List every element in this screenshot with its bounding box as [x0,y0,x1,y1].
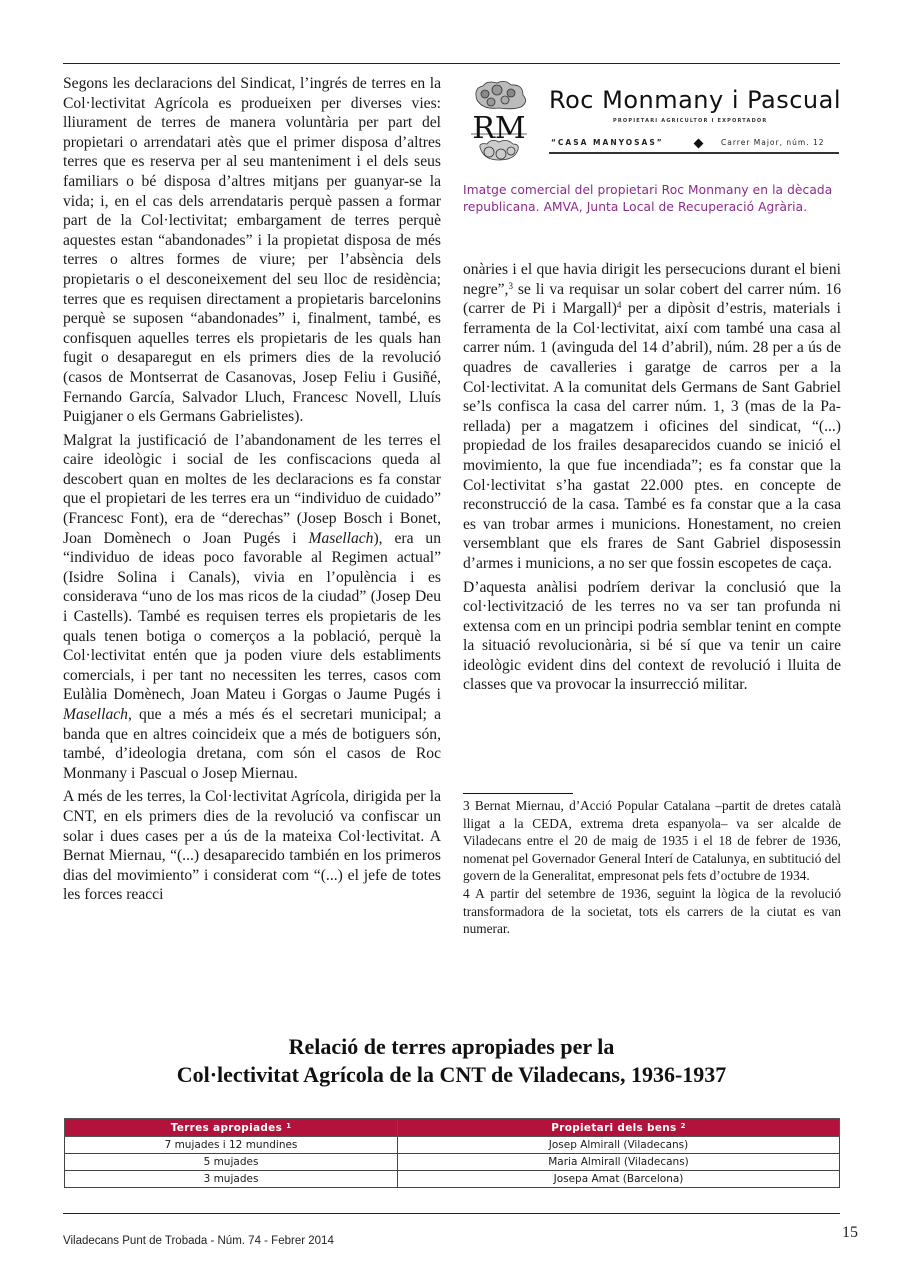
text-run: se li va requisar un solar cobert del carrer núm. 16 (carrer de Pi i Margall) [463,280,841,318]
table-cell: Maria Almirall (Viladecans) [398,1154,840,1171]
letterhead-name: Roc Monmany i Pascual [549,86,842,114]
footer-rule [63,1213,840,1214]
tree-monogram-logo-icon [469,80,529,164]
land-table [64,1118,840,1188]
table-title-line: Col·lectivitat Agrícola de la CNT de Viladecans, 1936-1937 [176,1062,727,1087]
svg-text:RM: RM [472,111,526,146]
table-cell: 7 mujades i 12 mundines [65,1137,398,1154]
letterhead-image [463,76,841,168]
diamond-icon [694,139,704,149]
footnote-ref[interactable]: 3 [508,280,513,291]
table-title-line: Relació de terres apropiades per la [288,1034,615,1059]
footnote-rule [463,793,573,794]
text-run: Malgrat la justificació de l’abandonament de les terres el caire ideològic i social de les confiscacions queda al descobert quan en moltes de les declaracions es fa constar que el propietari de les terres era un “individuo de cuidado” (Francesc Font), era de “derechas” (Josep Bosch i Bonet, Joan Domènech o Joan Pugés i [63,431,441,547]
letterhead-address: Carrer Major, núm. 12 [721,138,825,147]
text-run: ), era un “individuo de ideas poco favorable al Regimen actual” (Isidre Solina i Canals), vivia en l’opulència i es considerava “uno de los mas ricos de la ciudad” (Josep Deu i Castells). També es requisen terres els propietaris de les quals tenen botiga o comerços a la població, perquè la Col·lectivitat entén que ja poden viure dels establiments comercials, i per tant no necessiten les terres, casos com Eulàlia Domènech, Joan Mateu i Gorgas o Jaume Pugés i [63,529,441,704]
table-cell: Josep Almirall (Viladecans) [398,1137,840,1154]
text-run: per a dipòsit d’estris, materials i ferramenta de la Col·lectivitat, així com també una casa al carrer núm. 1 (avinguda del 14 d’abril), núm. 28 per a ús de quadres de cavalleries i garatge de carros per a la Col·lectivitat. A la comunitat dels Germans de Sant Gabriel se’ls confisca la casa del carrer núm. 1, 3 (mas de la Parellada) per a magatzem i oficines del sindicat, “(...) propiedad de los frailes desaparecidos cuando se inició el movimiento, la que fue incendiada”; es fa constar que la Col·lectivitat s’ha gastat 22.000 ptes. en concepte de reconstrucció de la casa. També es fa constar que a la casa es van trobar armes i municions. Honestament, no creien versemblant que els frares de Sant Gabriel disposessin d’armes i municions, a no ser que fossin escopetes de caça. [463,300,841,572]
letterhead-subtitle: PROPIETARI AGRICULTOR I EXPORTADOR [613,118,768,124]
header-rule [63,63,840,64]
footnotes [463,797,841,938]
paragraph: A més de les terres, la Col·lectivitat Agrícola, dirigida per la CNT, en els primers dies de la revolució va confiscar un solar i dues cases per a ús de la mateixa Col·lectivitat. A Bernat Miernau, “(...) desaparecido también en los primeros dias del movimiento” i considerat com “(...) el jefe de totes les forces reacci [63,788,441,904]
footnote: 3 Bernat Miernau, d’Acció Popular Catalana –partit de dretes català lligat a la CEDA, extrema dreta espanyola– va ser alcalde de Viladecans entre el 20 de maig de 1935 i el 18 de febrer de 1936, nomenat pel Governador General Interí de Catalunya, en subtitució del govern de la Generalitat, empresonat pels fets d’octubre de 1934. [463,798,841,884]
table-cell: Josepa Amat (Barcelona) [398,1171,840,1188]
column-header-owner: Propietari dels bens $^2$ [398,1119,840,1137]
table-cell: 5 mujades [65,1154,398,1171]
table-row [65,1154,840,1171]
publication-info: Viladecans Punt de Trobada - Núm. 74 - Febrer 2014 [63,1235,334,1247]
left-column [63,74,441,909]
table-row [65,1137,840,1154]
italic-name: Masellach [63,706,128,723]
footnote-ref[interactable]: 4 [616,300,622,311]
column-header-land: Terres apropiades $^1$ [65,1119,398,1137]
paragraph: D’aquesta anàlisi podríem derivar la conclusió que la col·lectivització de les terres no va ser tan profunda ni extensa com en un principi podria semblar tenint en compte la situació revolucionària, si bé sí que va tenir un caire ideològic evident dins del context de revolució i lluita de classes que va provocar la insurrecció militar. [463,578,841,694]
footnote: 4 A partir del setembre de 1936, seguint la lògica de la revolució transformadora de la societat, tots els carrers de la ciutat es van numerar. [463,885,841,937]
paragraph: Segons les declaracions del Sindicat, l’ingrés de terres en la Col·lectivitat Agrícola es produeixen per diverses vies: lliurament de terres de manera voluntària per part del propietari o arrendatari atès que el primer disposa d’altres terres que es reserva per al seu manteniment i el dels seus familiars o bé disposa d’altres mitjans per guanyar-se la vida; i, en el cas dels arrendataris perquè passen a formar part de la Col·lectivitat; embargament de terres perquè aquestes estan “abandonades” i la propietat disposa de més terres o altres formes de viure; per l’absència dels propietaris o el desconeixement del seu lloc de residència; terres que es requisen directament a propietaris barcelonins perquè se suposen “abandonades” i, finalment, també, es confisquen aquelles terres els propietaris de les quals han fugit o desaparegut en els primers dies de la revolució (casos de Montserrat de Casanovas, Josep Feliu i Gusiñé, Fernando García, Salvador Lluch, Francesc Novell, Lluís Puigjaner o els Germans Gabrielistes). [63,75,441,426]
table-row [65,1171,840,1188]
right-column [463,260,841,699]
letterhead-rule [549,152,839,154]
table-cell: 3 mujades [65,1171,398,1188]
table-title [63,1033,840,1089]
paragraph [463,260,841,574]
text-run: onàries i el que havia dirigit les persecucions durant el bieni negre”, [463,261,841,298]
figure-caption: Imatge comercial del propietari Roc Monmany en la dècada republicana. AMVA, Junta Local de Recuperació Agrària. [463,183,833,214]
text-run: , que a més a més és el secretari municipal; a banda que en altres coincideix que a més de botiguers són, també, d’ideologia dretana, com són el casos de Roc Monmany i Pascual o Josep Miernau. [63,706,441,782]
letterhead-house-name: “CASA MANYOSAS” [551,138,664,147]
table-header-row [65,1119,840,1137]
letterhead-figure [463,76,841,215]
paragraph [63,431,441,784]
italic-name: Masellach [308,529,374,547]
page-number: 15 [842,1224,858,1241]
